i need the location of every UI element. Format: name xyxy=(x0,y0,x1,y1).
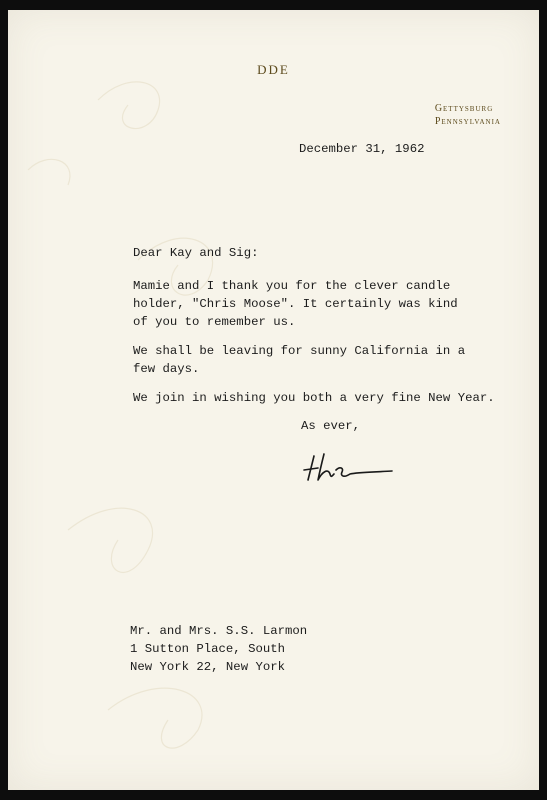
letter-salutation: Dear Kay and Sig: xyxy=(133,246,259,260)
letter-paper xyxy=(8,10,539,790)
paragraph1-line2: holder, "Chris Moose". It certainly was kind xyxy=(133,297,458,311)
letter-date: December 31, 1962 xyxy=(299,142,425,156)
paragraph2-line2: few days. xyxy=(133,362,200,376)
paragraph1-line3: of you to remember us. xyxy=(133,315,296,329)
paragraph3: We join in wishing you both a very fine New Year. xyxy=(133,391,495,405)
letter-closing: As ever, xyxy=(301,419,361,433)
letterhead-place xyxy=(435,102,501,128)
address-line2: 1 Sutton Place, South xyxy=(130,642,285,656)
place-state: Pennsylvania xyxy=(434,116,501,127)
address-line1: Mr. and Mrs. S.S. Larmon xyxy=(130,624,308,638)
place-city: Gettysburg xyxy=(434,103,494,114)
letterhead-monogram: DDE xyxy=(257,62,290,77)
paragraph1-line1: Mamie and I thank you for the clever candle xyxy=(133,279,451,293)
address-line3: New York 22, New York xyxy=(130,660,285,674)
paragraph2-line1: We shall be leaving for sunny California in a xyxy=(133,344,466,358)
handwritten-signature xyxy=(298,446,398,486)
